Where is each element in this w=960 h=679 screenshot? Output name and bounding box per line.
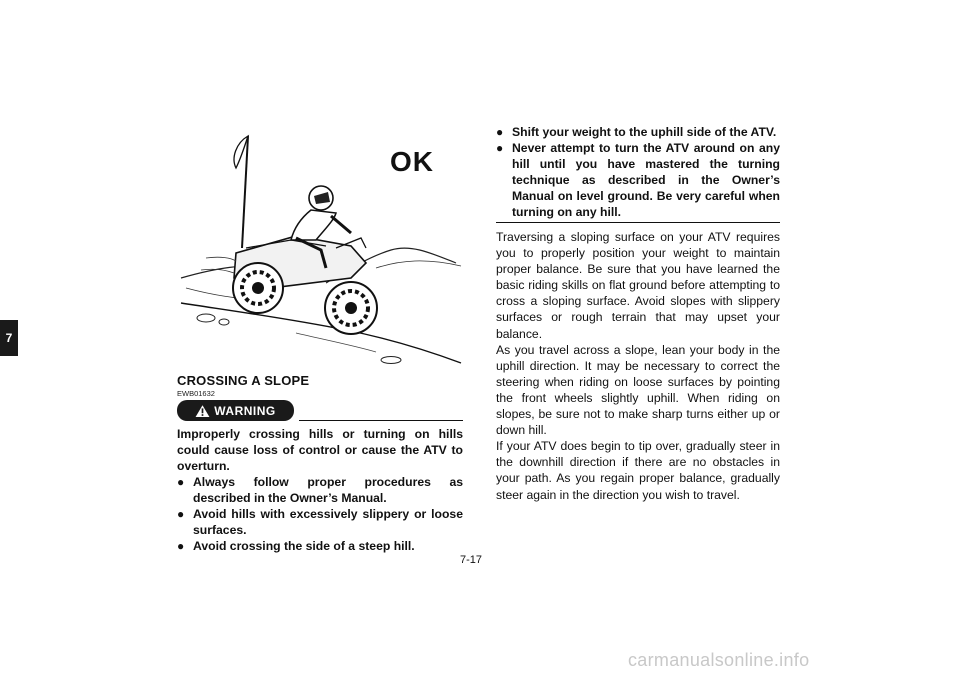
warning-end-rule <box>496 222 780 223</box>
body-paragraph: Traversing a sloping surface on your ATV requires you to properly position your weight to maintain proper balance. Be sure that you have learned the basic riding skills on flat ground before attempting to cross a sloping surface. Avoid slopes with slippery surfaces or rough terrain that may upset your balance. <box>496 230 780 341</box>
warning-text: Improperly crossing hills or turning on hills could cause loss of control or cause the ATV to overturn. <box>177 427 463 473</box>
page-number: 7-17 <box>460 554 483 566</box>
bullet-icon: ● <box>496 141 504 155</box>
bullet-icon: ● <box>177 507 185 521</box>
warning-rule <box>299 420 463 421</box>
section-title: CROSSING A SLOPE <box>177 373 310 388</box>
warning-badge <box>177 400 294 421</box>
right-column <box>496 124 780 503</box>
warning-label: WARNING <box>214 403 276 418</box>
list-item: ● Always follow proper procedures as described in the Owner’s Manual. <box>177 475 463 505</box>
warning-bullet-list <box>177 474 463 554</box>
chapter-tab: 7 <box>0 320 18 356</box>
body-paragraph: As you travel across a slope, lean your body in the uphill direction. It may be necessary to correct the steering when riding on loose surfaces by pointing the front wheels slightly uphill. When riding on slopes, be sure not to make sharp turns either up or down hill. <box>496 342 780 438</box>
ok-label: OK <box>390 146 434 177</box>
list-item: ● Never attempt to turn the ATV around on any hill until you have mastered the turning technique as described in the Owner’s Manual on level ground. Be very careful when turning on any hill. <box>496 141 780 219</box>
watermark: carmanualsonline.info <box>628 650 810 670</box>
bullet-icon: ● <box>177 475 185 489</box>
reference-code: EWB01632 <box>177 389 215 398</box>
body-paragraph: If your ATV does begin to tip over, gradually steer in the downhill direction if there are no obstacles in your path. As you regain proper balance, gradually steer again in the direction you wish to travel. <box>496 439 780 502</box>
bullet-icon: ● <box>496 125 504 139</box>
warning-header <box>177 400 463 422</box>
list-item: ● Avoid crossing the side of a steep hill. <box>177 539 415 553</box>
bullet-icon: ● <box>177 539 185 553</box>
crossing-slope-section <box>177 373 463 554</box>
list-item: ● Avoid hills with excessively slippery or loose surfaces. <box>177 507 463 537</box>
list-item: ● Shift your weight to the uphill side of the ATV. <box>496 125 777 139</box>
warning-bullet-list-continued <box>496 124 780 220</box>
warning-triangle-icon <box>195 404 210 418</box>
